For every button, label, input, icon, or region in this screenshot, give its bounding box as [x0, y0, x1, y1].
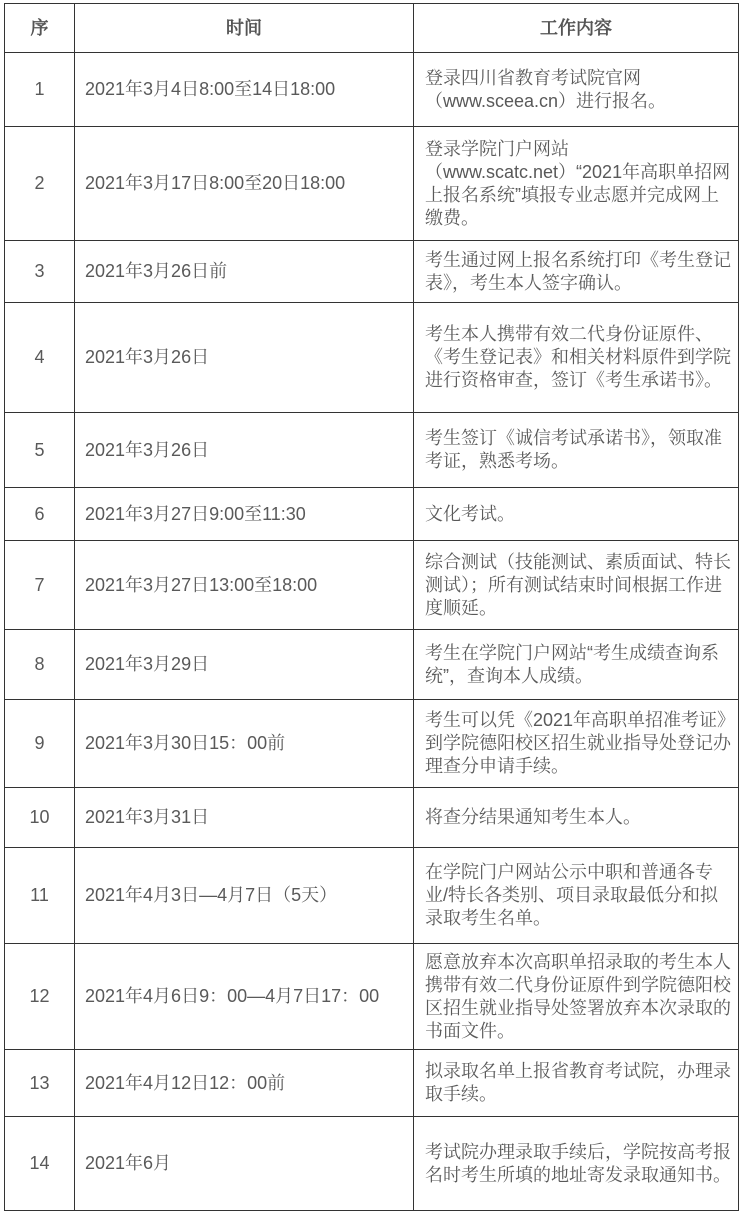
seq-cell: 5 — [5, 413, 75, 488]
content-cell: 文化考试。 — [414, 488, 739, 541]
time-cell: 2021年3月26日前 — [75, 241, 414, 303]
table-row — [5, 700, 739, 788]
content-cell: 考生在学院门户网站“考生成绩查询系统”，查询本人成绩。 — [414, 630, 739, 700]
time-cell: 2021年3月4日8:00至14日18:00 — [75, 53, 414, 127]
content-cell: 考生可以凭《2021年高职单招准考证》到学院德阳校区招生就业指导处登记办理查分申请手续。 — [414, 700, 739, 788]
table-header — [5, 4, 739, 53]
table-row — [5, 303, 739, 413]
seq-cell: 8 — [5, 630, 75, 700]
table-row — [5, 944, 739, 1050]
table-row — [5, 630, 739, 700]
table-row — [5, 848, 739, 944]
table-row — [5, 53, 739, 127]
seq-cell: 14 — [5, 1117, 75, 1211]
content-cell: 拟录取名单上报省教育考试院，办理录取手续。 — [414, 1050, 739, 1117]
table-row — [5, 241, 739, 303]
seq-cell: 10 — [5, 788, 75, 848]
time-cell: 2021年3月17日8:00至20日18:00 — [75, 127, 414, 241]
time-cell: 2021年3月26日 — [75, 303, 414, 413]
content-cell: 愿意放弃本次高职单招录取的考生本人携带有效二代身份证原件到学院德阳校区招生就业指导处签署放弃本次录取的书面文件。 — [414, 944, 739, 1050]
table-row — [5, 127, 739, 241]
table-row — [5, 541, 739, 630]
seq-cell: 12 — [5, 944, 75, 1050]
time-cell: 2021年3月26日 — [75, 413, 414, 488]
seq-cell: 13 — [5, 1050, 75, 1117]
seq-cell: 3 — [5, 241, 75, 303]
column-header-content: 工作内容 — [414, 4, 739, 53]
table-body — [5, 53, 739, 1211]
time-cell: 2021年3月29日 — [75, 630, 414, 700]
content-cell: 考试院办理录取手续后，学院按高考报名时考生所填的地址寄发录取通知书。 — [414, 1117, 739, 1211]
table-row — [5, 1050, 739, 1117]
time-cell: 2021年3月30日15：00前 — [75, 700, 414, 788]
content-cell: 考生本人携带有效二代身份证原件、《考生登记表》和相关材料原件到学院进行资格审查，签订《考生承诺书》。 — [414, 303, 739, 413]
table-row — [5, 488, 739, 541]
table-row — [5, 1117, 739, 1211]
content-cell: 登录四川省教育考试院官网（www.sceea.cn）进行报名。 — [414, 53, 739, 127]
seq-cell: 11 — [5, 848, 75, 944]
schedule-table — [4, 3, 739, 1211]
time-cell: 2021年6月 — [75, 1117, 414, 1211]
time-cell: 2021年3月31日 — [75, 788, 414, 848]
time-cell: 2021年3月27日9:00至11:30 — [75, 488, 414, 541]
seq-cell: 1 — [5, 53, 75, 127]
column-header-seq: 序 — [5, 4, 75, 53]
seq-cell: 4 — [5, 303, 75, 413]
seq-cell: 9 — [5, 700, 75, 788]
column-header-time: 时间 — [75, 4, 414, 53]
content-cell: 在学院门户网站公示中职和普通各专业/特长各类别、项目录取最低分和拟录取考生名单。 — [414, 848, 739, 944]
seq-cell: 2 — [5, 127, 75, 241]
header-row — [5, 4, 739, 53]
content-cell: 考生签订《诚信考试承诺书》，领取准考证，熟悉考场。 — [414, 413, 739, 488]
content-cell: 登录学院门户网站（www.scatc.net）“2021年高职单招网上报名系统”填报专业志愿并完成网上缴费。 — [414, 127, 739, 241]
content-cell: 将查分结果通知考生本人。 — [414, 788, 739, 848]
table-row — [5, 413, 739, 488]
time-cell: 2021年4月3日—4月7日（5天） — [75, 848, 414, 944]
content-cell: 考生通过网上报名系统打印《考生登记表》，考生本人签字确认。 — [414, 241, 739, 303]
time-cell: 2021年3月27日13:00至18:00 — [75, 541, 414, 630]
seq-cell: 6 — [5, 488, 75, 541]
time-cell: 2021年4月6日9：00—4月7日17：00 — [75, 944, 414, 1050]
seq-cell: 7 — [5, 541, 75, 630]
time-cell: 2021年4月12日12：00前 — [75, 1050, 414, 1117]
table-row — [5, 788, 739, 848]
content-cell: 综合测试（技能测试、素质面试、特长测试）；所有测试结束时间根据工作进度顺延。 — [414, 541, 739, 630]
